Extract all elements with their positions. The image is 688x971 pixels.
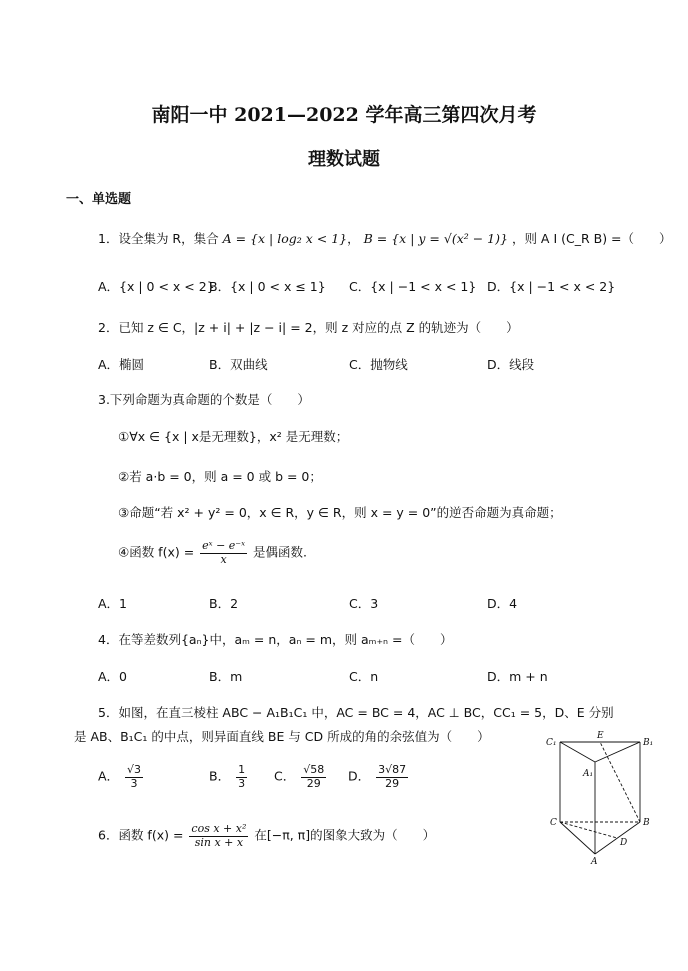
- label-c: C: [550, 818, 557, 828]
- q5-option-a-fraction: [125, 764, 143, 790]
- label-c1: C₁: [546, 738, 557, 748]
- q1-option-a: A．{x | 0 < x < 2}: [98, 279, 215, 294]
- q1-separator: ，: [347, 231, 360, 246]
- q6-numerator: cos x + x²: [191, 822, 247, 835]
- question-6-stem: [98, 823, 435, 849]
- edge-c-a: [560, 822, 595, 854]
- q2-option-c: C．抛物线: [349, 357, 408, 372]
- q5-option-b-numerator: 1: [238, 763, 246, 776]
- exam-title: 南阳一中 2021—2022 学年高三第四次月考: [151, 104, 537, 126]
- q5-option-a-numerator: √3: [127, 763, 142, 776]
- label-a: A: [591, 857, 598, 867]
- q5-option-b-fraction: [236, 764, 247, 790]
- label-a1: A₁: [583, 769, 594, 779]
- q4-option-c: C．n: [349, 669, 379, 684]
- q3-item-4-suffix: 是偶函数.: [253, 544, 307, 560]
- q3-option-b: B．2: [209, 596, 239, 611]
- q1-tail: ，则 A I (C_R B) =（ ）: [511, 231, 672, 246]
- edge-a-b: [595, 822, 640, 854]
- q5-option-b: [209, 764, 249, 790]
- label-b: B: [643, 818, 650, 828]
- q6-prefix: 6．函数 f(x) =: [98, 827, 184, 843]
- q6-fraction: [189, 823, 248, 849]
- q3-option-a: A．1: [98, 596, 128, 611]
- segment-b-e: [600, 742, 640, 822]
- label-e: E: [597, 731, 604, 741]
- q1-option-b: B．{x | 0 < x ≤ 1}: [209, 279, 326, 294]
- q5-option-c: [274, 764, 328, 790]
- q3-item-4-numerator: eˣ − e⁻ˣ: [202, 539, 246, 552]
- question-1-stem: [98, 229, 672, 247]
- q4-option-d: D．m + n: [487, 669, 548, 684]
- q5-option-d-numerator: 3√87: [378, 763, 407, 776]
- q5-option-a-denominator: 3: [130, 776, 138, 790]
- q2-option-a: A．椭圆: [98, 357, 145, 372]
- question-5-line-2: 是 AB、B₁C₁ 的中点，则异面直线 BE 与 CD 所成的角的余弦值为（ ）: [74, 729, 490, 744]
- q3-option-d: D．4: [487, 596, 518, 611]
- q3-item-1: ①∀x ∈ {x | x是无理数}，x² 是无理数；: [118, 429, 349, 444]
- q1-option-d: D．{x | −1 < x < 2}: [487, 279, 616, 294]
- q5-option-d-denominator: 29: [385, 776, 400, 790]
- q3-item-2: ②若 a·b = 0，则 a = 0 或 b = 0；: [118, 469, 322, 484]
- q3-item-4-fraction: [200, 540, 247, 566]
- q4-option-a: A．0: [98, 669, 128, 684]
- q1-option-c: C．{x | −1 < x < 1}: [349, 279, 477, 294]
- label-b1: B₁: [643, 738, 654, 748]
- q1-stem-text: 1．设全集为 R，集合: [98, 231, 219, 246]
- q3-option-c: C．3: [349, 596, 379, 611]
- exam-subtitle: 理数试题: [308, 149, 380, 170]
- q5-option-d-label: D．: [348, 768, 371, 784]
- q5-option-c-fraction: [301, 764, 326, 790]
- q2-option-b: B．双曲线: [209, 357, 268, 372]
- q3-item-4-prefix: ④函数 f(x) =: [118, 544, 195, 560]
- q6-denominator: sin x + x: [194, 835, 244, 849]
- q3-item-3: ③命题“若 x² + y² = 0，x ∈ R，y ∈ R，则 x = y = 0”的逆否命题为真命题；: [118, 505, 562, 520]
- q5-option-d-fraction: [376, 764, 408, 790]
- q3-item-4: [118, 540, 307, 566]
- q5-option-b-denominator: 3: [238, 776, 246, 790]
- q5-option-c-label: C．: [274, 768, 296, 784]
- q1-set-a: A = {x | log₂ x < 1}: [222, 231, 348, 246]
- question-4-stem: 4．在等差数列{aₙ}中，aₘ = n，aₙ = m，则 aₘ₊ₙ =（ ）: [98, 632, 453, 647]
- q5-option-c-denominator: 29: [306, 776, 321, 790]
- question-3-stem: 3.下列命题为真命题的个数是（ ）: [98, 392, 310, 407]
- q4-option-b: B．m: [209, 669, 243, 684]
- q5-option-b-label: B．: [209, 768, 231, 784]
- edge-c1-a1: [560, 742, 595, 762]
- q3-item-4-denominator: x: [220, 552, 227, 566]
- q2-option-d: D．线段: [487, 357, 535, 372]
- q5-option-a-label: A．: [98, 768, 120, 784]
- q1-set-b: B = {x | y = √(x² − 1)}: [363, 231, 508, 246]
- question-2-stem: 2．已知 z ∈ C，|z + i| + |z − i| = 2，则 z 对应的点 Z 的轨迹为（ ）: [98, 320, 519, 335]
- q5-option-a: [98, 764, 145, 790]
- q6-suffix: 在[−π, π]的图象大致为（ ）: [254, 827, 436, 843]
- label-d: D: [620, 838, 628, 848]
- prism-figure: [540, 728, 688, 868]
- section-heading: 一、单选题: [66, 192, 132, 207]
- question-5-line-1: 5．如图，在直三棱柱 ABC − A₁B₁C₁ 中，AC = BC = 4，AC ⊥ BC，CC₁ = 5，D、E 分别: [98, 705, 614, 720]
- q5-option-d: [348, 764, 410, 790]
- q5-option-c-numerator: √58: [303, 763, 325, 776]
